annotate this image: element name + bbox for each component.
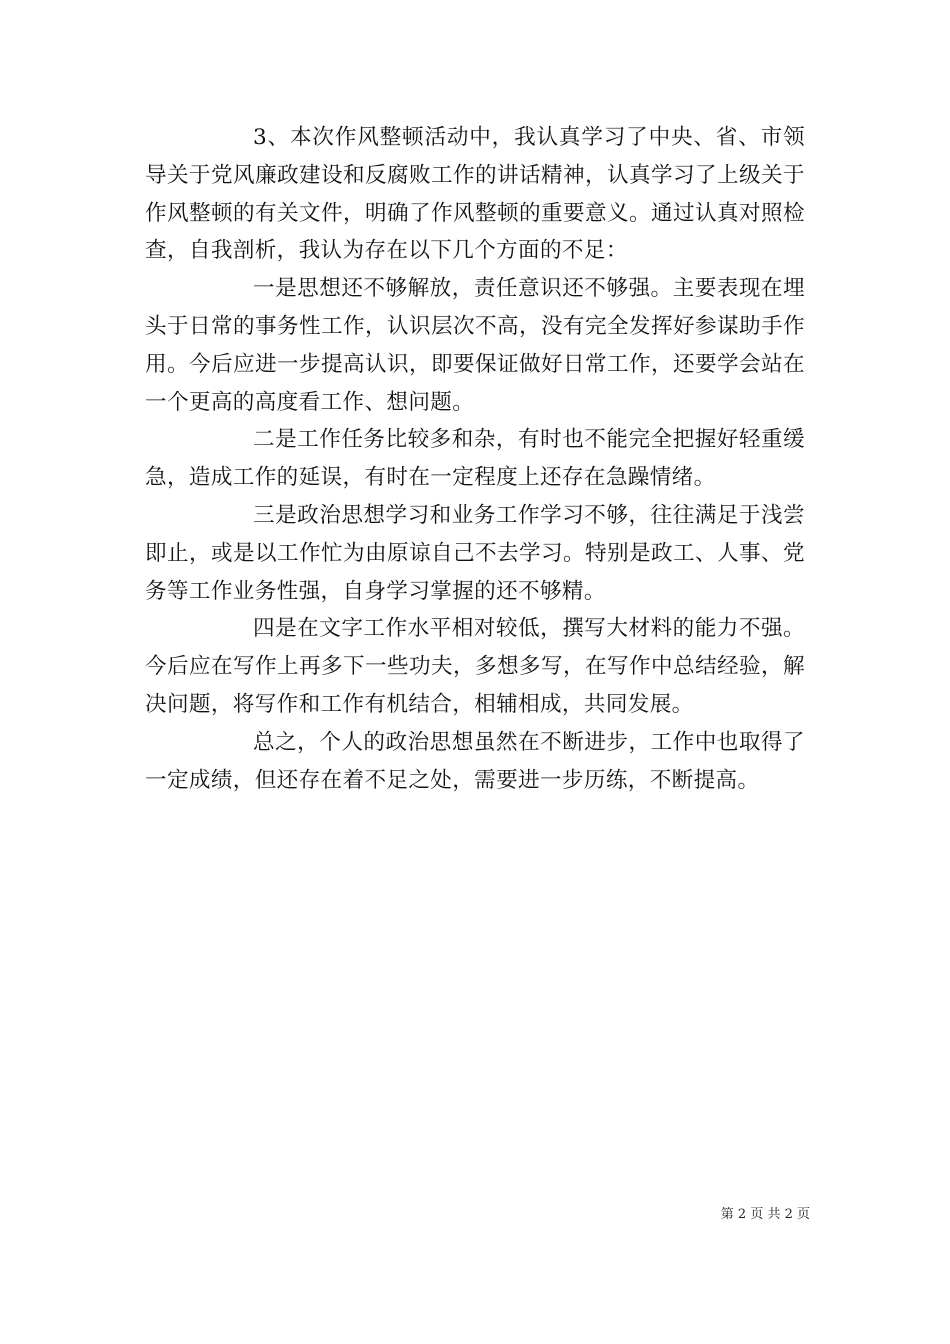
page-number-footer: 第 2 页 共 2 页	[720, 1207, 810, 1222]
document-body	[145, 119, 805, 799]
paragraph-point-four: 四是在文字工作水平相对较低，撰写大材料的能力不强。今后应在写作上再多下一些功夫，多想多写，在写作中总结经验，解决问题，将写作和工作有机结合，相辅相成，共同发展。	[145, 616, 805, 717]
paragraph-point-two: 二是工作任务比较多和杂，有时也不能完全把握好轻重缓急，造成工作的延误，有时在一定程度上还存在急躁情绪。	[145, 427, 805, 491]
paragraph-point-three: 三是政治思想学习和业务工作学习不够，往往满足于浅尝即止，或是以工作忙为由原谅自己不去学习。特别是政工、人事、党务等工作业务性强，自身学习掌握的还不够精。	[145, 502, 805, 604]
paragraph-self-review-intro: 3、本次作风整顿活动中，我认真学习了中央、省、市领导关于党风廉政建设和反腐败工作的讲话精神，认真学习了上级关于作风整顿的有关文件，明确了作风整顿的重要意义。通过认真对照检查，自我剖析，我认为存在以下几个方面的不足：	[145, 125, 805, 264]
paragraph-point-one: 一是思想还不够解放，责任意识还不够强。主要表现在埋头于日常的事务性工作，认识层次不高，没有完全发挥好参谋助手作用。今后应进一步提高认识，即要保证做好日常工作，还要学会站在一个更高的高度看工作、想问题。	[145, 276, 805, 415]
paragraph-conclusion: 总之，个人的政治思想虽然在不断进步，工作中也取得了一定成绩，但还存在着不足之处，需要进一步历练，不断提高。	[145, 729, 805, 793]
